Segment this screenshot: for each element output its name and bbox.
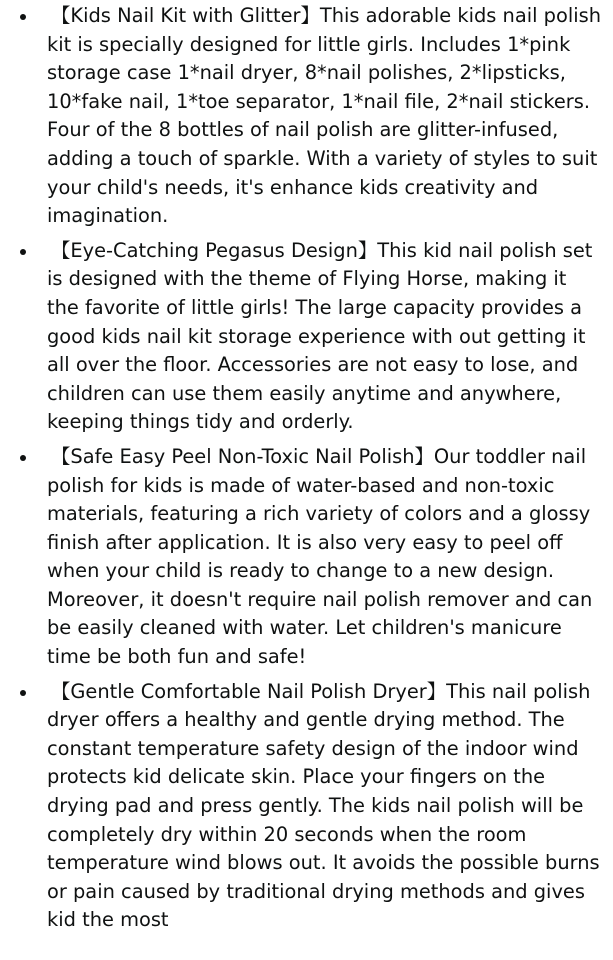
feature-bullet-list <box>0 2 613 941</box>
feature-bullet-text: 【Gentle Comfortable Nail Polish Dryer】This nail polish dryer offers a healthy and gentle drying method. The constant temperature safety design of the indoor wind protects kid delicate skin. Place your fingers on the drying pad and press gently. The kids nail polish will be completely dry within 20 seconds when the room temperature wind blows out. It avoids the possible burns or pain caused by traditional drying methods and gives kid the most <box>47 679 600 932</box>
bullet-dot-icon <box>20 249 26 255</box>
feature-bullet-text: 【Safe Easy Peel Non-Toxic Nail Polish】Our toddler nail polish for kids is made of water-based and non-toxic materials, featuring a rich variety of colors and a glossy finish after application. It is also very easy to peel off when your child is ready to change to a new design. Moreover, it doesn't require nail polish remover and can be easily cleaned with water. Let children's manicure time be both fun and safe! <box>47 444 593 669</box>
bullet-dot-icon <box>20 690 26 696</box>
feature-bullet-text: 【Kids Nail Kit with Glitter】This adorable kids nail polish kit is specially designed for little girls. Includes 1*pink storage case 1*nail dryer, 8*nail polishes, 2*lipsticks, 10*fake nail, 1*toe separator, 1*nail file, 2*nail stickers. Four of the 8 bottles of nail polish are glitter-infused, adding a touch of sparkle. With a variety of styles to suit your child's needs, it's enhance kids creativity and imagination. <box>47 4 601 228</box>
bullet-dot-icon <box>20 455 26 461</box>
feature-bullet-kit-with-glitter <box>0 2 613 231</box>
feature-bullet-safe-peel-polish <box>0 443 613 672</box>
feature-bullet-text: 【Eye-Catching Pegasus Design】This kid nail polish set is designed with the theme of Flying Horse, making it the favorite of little girls! The large capacity provides a good kids nail kit storage experience with out getting it all over the floor. Accessories are not easy to lose, and children can use them easily anytime and anywhere, keeping things tidy and orderly. <box>47 238 593 434</box>
bullet-dot-icon <box>20 14 26 20</box>
feature-bullet-pegasus-design <box>0 237 613 437</box>
feature-bullet-nail-dryer <box>0 678 613 935</box>
